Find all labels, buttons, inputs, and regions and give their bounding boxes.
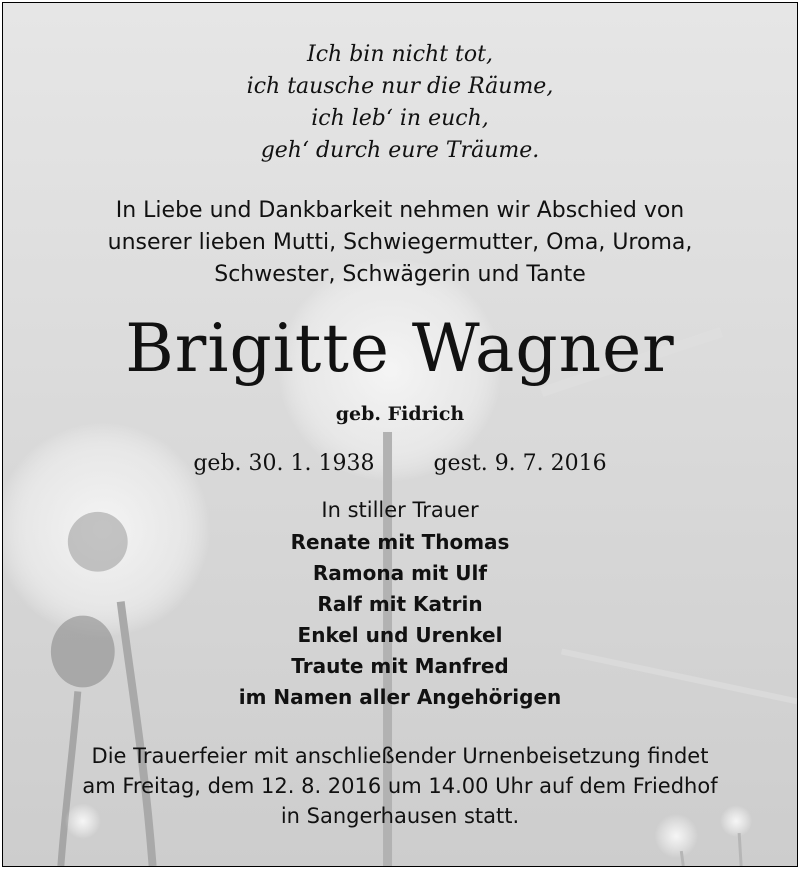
poem-line: Ich bin nicht tot, <box>307 42 493 67</box>
funeral-line: Die Trauerfeier mit anschließender Urnenbeisetzung findet <box>91 744 709 768</box>
poem-line: geh‘ durch eure Träume. <box>260 138 540 163</box>
intro-line: Schwester, Schwägerin und Tante <box>214 262 586 287</box>
poem <box>3 39 797 167</box>
funeral-line: in Sangerhausen statt. <box>280 804 520 828</box>
mourner-entry: Renate mit Thomas <box>290 530 510 554</box>
death-date: gest. 9. 7. 2016 <box>433 451 607 476</box>
intro-line: unserer lieben Mutti, Schwiegermutter, Oma, Uroma, <box>107 230 693 255</box>
deceased-name: Brigitte Wagner <box>125 310 675 387</box>
mourner-entry: Ralf mit Katrin <box>317 592 483 616</box>
obituary-notice <box>2 2 798 867</box>
mourners-lead: In stiller Trauer <box>321 498 479 522</box>
mourner-entry: Traute mit Manfred <box>291 654 509 678</box>
mourner-entry: Enkel und Urenkel <box>297 623 503 647</box>
mourners-list <box>3 527 797 713</box>
poem-line: ich leb‘ in euch, <box>311 106 489 131</box>
life-dates <box>3 449 797 479</box>
intro-line: In Liebe und Dankbarkeit nehmen wir Abschied von <box>115 198 685 223</box>
funeral-info <box>3 741 797 831</box>
funeral-line: am Freitag, dem 12. 8. 2016 um 14.00 Uhr auf dem Friedhof <box>82 774 718 798</box>
mourner-entry: Ramona mit Ulf <box>312 561 488 585</box>
maiden-name: geb. Fidrich <box>335 403 465 425</box>
birth-date: geb. 30. 1. 1938 <box>193 451 375 476</box>
mourner-entry: im Namen aller Angehörigen <box>238 685 562 709</box>
intro-text <box>3 195 797 291</box>
poem-line: ich tausche nur die Räume, <box>246 74 554 99</box>
